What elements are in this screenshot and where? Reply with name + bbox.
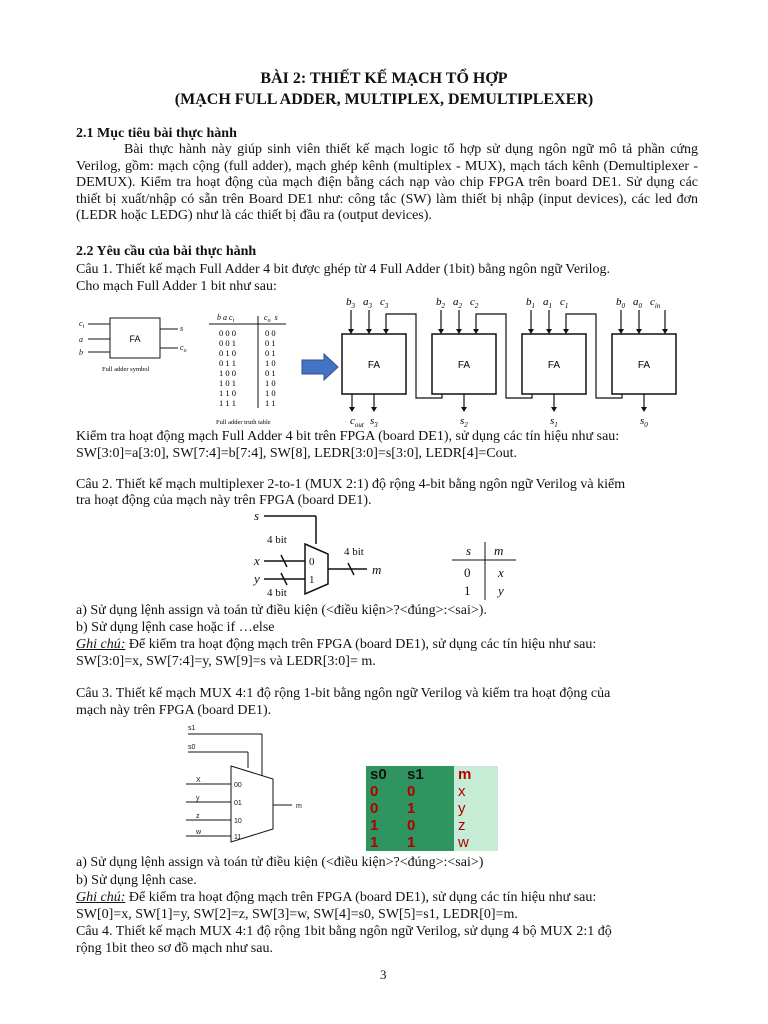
adder-input-a: $a_0$ [633, 296, 642, 310]
adder-carry-in: $c_2$ [470, 296, 479, 310]
adder-input-b: $b_2$ [436, 296, 445, 310]
truth-table-caption: Full adder truth table [216, 419, 271, 426]
truth-table-input-row: 1 0 0 [219, 368, 236, 378]
adder-sum-output: $s_3$ [370, 415, 378, 429]
adder-carry-out: $c_{out}$ [350, 415, 364, 429]
q2-line2: tra hoạt động của mạch này trên FPGA (board DE1). [76, 493, 372, 508]
adder-input-b: $b_1$ [526, 296, 535, 310]
truth-table-output-row: 1 1 [265, 398, 276, 408]
page-number: 3 [380, 967, 387, 982]
svg-text:y: y [498, 583, 504, 598]
fa-output-s: s [180, 324, 184, 333]
truth-table-header-out: $c_o$ s [264, 313, 278, 324]
q1-line2: Cho mạch Full Adder 1 bit như sau: [76, 279, 277, 294]
svg-text:1: 1 [464, 583, 471, 598]
q3-option-a: a) Sử dụng lệnh assign và toán tử điều kiện (<điều kiện>?<đúng>:<sai>) [76, 855, 484, 870]
fa-block-label: FA [367, 360, 381, 371]
adder-input-a: $a_3$ [363, 296, 372, 310]
q1-line1: Câu 1. Thiết kế mạch Full Adder 4 bit được ghép từ 4 Full Adder (1bit) bằng ngôn ngữ Verilog. [76, 262, 610, 277]
truth-table-output-row: 0 1 [265, 338, 276, 348]
q1-test-line2: SW[3:0]=a[3:0], SW[7:4]=b[7:4], SW[8], LEDR[3:0]=s[3:0], LEDR[4]=Cout. [76, 446, 518, 461]
full-adder-figure [76, 308, 306, 428]
section-heading-requirements: 2.2 Yêu cầu của bài thực hành [76, 244, 257, 259]
fa-input-a: a [79, 335, 83, 344]
fa-block-label: FA [457, 360, 471, 371]
truth-table-input-row: 1 0 1 [219, 378, 236, 388]
mux4-truth-table [366, 766, 498, 851]
mux2-output-m: m [372, 562, 382, 577]
q4-line2: rộng 1bit theo sơ đồ mạch như sau. [76, 941, 273, 956]
mux4-input-x: X [196, 777, 201, 784]
truth-table-output-row: 0 1 [265, 348, 276, 358]
section-heading-objectives: 2.1 Mục tiêu bài thực hành [76, 126, 237, 141]
q2-note-label: Ghi chú: [76, 637, 126, 652]
q3-option-b: b) Sử dụng lệnh case. [76, 873, 197, 888]
adder-input-a: $a_1$ [543, 296, 552, 310]
q1-test-line1: Kiểm tra hoạt động mạch Full Adder 4 bit trên FPGA (board DE1), sử dụng các tín hiệu như sau: [76, 429, 620, 444]
fa-input-ci: $c_i$ [79, 319, 85, 330]
truth-table-output-row: 1 0 [265, 358, 276, 368]
truth-table-input-row: 0 0 0 [219, 328, 236, 338]
mux2-select-s: s [254, 508, 260, 523]
truth-table-input-row: 1 1 0 [219, 388, 236, 398]
adder-carry-in: $c_3$ [380, 296, 389, 310]
four-bit-adder-figure [336, 292, 706, 427]
mux2-figure [250, 508, 450, 603]
adder-input-a: $a_2$ [453, 296, 462, 310]
svg-text:x: x [498, 565, 504, 580]
mux4-select-s1: s1 [188, 725, 196, 732]
mux2-input-x: x [254, 553, 260, 568]
mux2-width-top: 4 bit [267, 534, 287, 546]
mux2-truth-table [450, 540, 530, 602]
fa-block-label: FA [547, 360, 561, 371]
q4-line1: Câu 4. Thiết kế mạch MUX 4:1 độ rộng 1bit bằng ngôn ngữ Verilog, sử dụng 4 bộ MUX 2:1 độ [76, 924, 612, 939]
fa-input-b: b [79, 348, 83, 357]
fa-output-co: $c_o$ [180, 343, 187, 354]
page-subtitle: (MẠCH FULL ADDER, MULTIPLEX, DEMULTIPLEXER) [174, 91, 594, 108]
q3-line2: mạch này trên FPGA (board DE1). [76, 703, 272, 718]
mux2-port0: 0 [309, 556, 315, 568]
mux4-input-w: w [196, 829, 202, 836]
svg-text:0: 0 [464, 565, 471, 580]
mux2-input-y: y [254, 571, 260, 586]
q2-note-text: Để kiểm tra hoạt động mạch trên FPGA (board DE1), sử dụng các tín hiệu như sau: [125, 637, 597, 652]
truth-table-output-row: 1 0 [265, 378, 276, 388]
mux4-table-header-s1: s1 [403, 766, 454, 783]
truth-table-input-row: 0 0 1 [219, 338, 236, 348]
q2-option-b: b) Sử dụng lệnh case hoặc if …else [76, 620, 275, 635]
mux4-output-m: m [296, 803, 302, 810]
mux4-port-10: 10 [234, 818, 242, 825]
objectives-paragraph: Bài thực hành này giúp sinh viên thiết kế mạch logic tổ hợp sử dụng ngôn ngữ mô tả phần cứng Verilog, gồm: mạch cộng (full adder), mạch ghép kênh (multiplex - MUX), mạch tách kênh (Demultiplexer - DEMUX). Kiểm tra hoạt động của mạch điện bằng cách nạp vào chip FPGA trên board DE1. Sử dụng các thiết bị xuất/nhập có sẵn trên Board DE1 như: công tắc (SW) làm thiết bị nhập (input devices), các led đơn (LEDR hoặc LEDG) như là các thiết bị đầu ra (output devices). [76, 142, 698, 223]
svg-text:m: m [494, 543, 504, 558]
truth-table-output-row: 0 1 [265, 368, 276, 378]
mux4-input-z: z [196, 813, 200, 820]
fa-symbol-caption: Full adder symbol [102, 366, 150, 373]
mux2-width-bottom: 4 bit [267, 587, 287, 599]
q2-option-a: a) Sử dụng lệnh assign và toán tử điều kiện (<điều kiện>?<đúng>:<sai>). [76, 603, 487, 618]
fa-symbol-label: FA [129, 334, 141, 344]
adder-input-b: $b_0$ [616, 296, 625, 310]
q3-line1: Câu 3. Thiết kế mạch MUX 4:1 độ rộng 1-bit bằng ngôn ngữ Verilog và kiểm tra hoạt động của [76, 686, 611, 701]
mux4-port-00: 00 [234, 782, 242, 789]
table-row: 1 1 w [366, 834, 498, 851]
truth-table-input-row: 1 1 1 [219, 398, 236, 408]
adder-sum-output: $s_0$ [640, 415, 648, 429]
mux2-width-out: 4 bit [344, 546, 364, 558]
mux4-input-y: y [196, 795, 200, 802]
svg-text:s: s [466, 543, 472, 558]
fa-block-label: FA [637, 360, 651, 371]
truth-table-header: b a $c_i$ [217, 313, 235, 324]
adder-carry-in: $c_1$ [560, 296, 569, 310]
table-row: 0 0 x [366, 783, 498, 800]
truth-table-output-row: 1 0 [265, 388, 276, 398]
mux4-figure [176, 722, 316, 852]
table-row: 0 1 y [366, 800, 498, 817]
mux2-port1: 1 [309, 574, 315, 586]
page-title: BÀI 2: THIẾT KẾ MẠCH TỔ HỢP [260, 70, 508, 87]
truth-table-input-row: 0 1 0 [219, 348, 236, 358]
adder-sum-output: $s_1$ [550, 415, 558, 429]
truth-table-output-row: 0 0 [265, 328, 276, 338]
mux4-port-01: 01 [234, 800, 242, 807]
truth-table-body [219, 328, 276, 408]
mux4-table-header-s0: s0 [366, 766, 403, 783]
truth-table-input-row: 0 1 1 [219, 358, 236, 368]
mux4-table-header-m: m [454, 766, 498, 783]
adder-input-b: $b_3$ [346, 296, 355, 310]
q2-signals: SW[3:0]=x, SW[7:4]=y, SW[9]=s và LEDR[3:0]= m. [76, 654, 376, 669]
adder-sum-output: $s_2$ [460, 415, 468, 429]
q3-note [76, 890, 698, 907]
q2-line1: Câu 2. Thiết kế mạch multiplexer 2-to-1 (MUX 2:1) độ rộng 4-bit bằng ngôn ngữ Verilog và kiểm [76, 477, 626, 492]
table-row: 1 0 z [366, 817, 498, 834]
q2-note [76, 637, 698, 654]
q3-signals: SW[0]=x, SW[1]=y, SW[2]=z, SW[3]=w, SW[4]=s0, SW[5]=s1, LEDR[0]=m. [76, 907, 518, 922]
adder-carry-in: $c_{in}$ [650, 296, 661, 310]
mux4-select-s0: s0 [188, 744, 196, 751]
mux4-port-11: 11 [234, 834, 242, 841]
q3-note-text: Để kiểm tra hoạt động mạch trên FPGA (board DE1), sử dụng các tín hiệu như sau: [125, 890, 597, 905]
q3-note-label: Ghi chú: [76, 890, 126, 905]
